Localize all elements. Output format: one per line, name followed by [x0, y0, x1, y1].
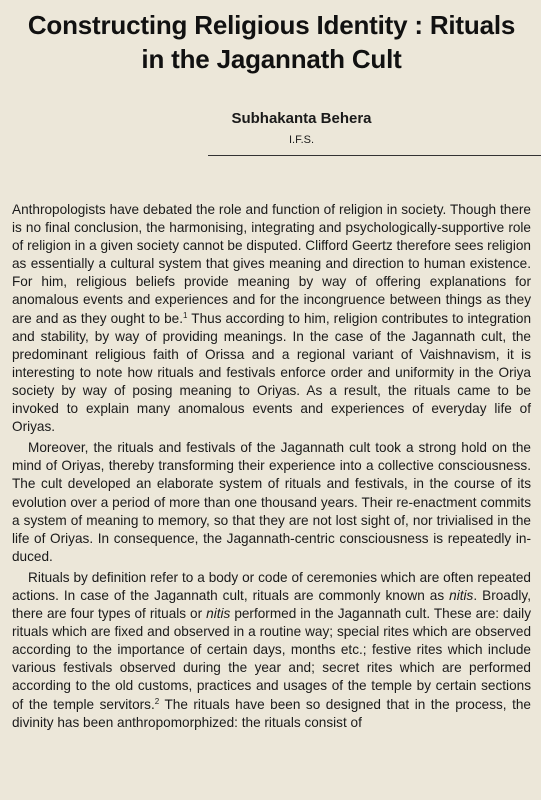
paragraph-2: Moreover, the rituals and festivals of the Jagannath cult took a strong hold on the mind of Oriyas, thereby transforming their experience into a collective consciousness. The cult developed an elaborate system of rituals and festivals, in the course of its evolution over a period of more than one thousand years. Their re-enactment commits a system of meaning to memory, so that they are not lost sight of, nor trivialised in the life of Oriyas. In consequence, the Jagannath-centric consciousness is repeatedly in-duced. — [12, 440, 531, 564]
paragraph-3-text-d: The rituals have been so designed that in the process, the divinity has been anthropomorphized: the rituals consist of — [12, 696, 531, 730]
author-name: Subhakanta Behera — [231, 110, 372, 127]
term-nitis-2: nitis — [206, 606, 231, 622]
header-divider — [208, 155, 541, 156]
paragraph-3-text-b: . Broadly, there are four types of rituals or — [12, 587, 531, 622]
paragraph-1-text-a: Anthropologists have debated the role and function of religion in society. Though there is no final conclusion, the harmonising, integrating and psychologically-supportive role of religion in a given society cannot be disputed. Clifford Geertz therefore sees religion as essentially a cultural system that gives meaning and direction to human existence. For him, religious beliefs provide meaning by way of offering explanations for anomalous events and experiences and for the incongruence between things as they are and as they ought to be. — [12, 202, 531, 326]
title-line-1: Constructing Religious Identity : Rituals — [27, 10, 516, 40]
author-designation: I.F.S. — [288, 134, 315, 146]
paragraph-3-text-a: Rituals by definition refer to a body or code of ceremonies which are often repeated actions. In case of the Jagannath cult, rituals are commonly known as — [12, 569, 531, 603]
paragraph-3-text-c: performed in the Jagannath cult. These are: daily rituals which are fixed and observed in a routine way; special rites which are observed according to the importance of certain days, months etc.; festive rites which include various festivals observed during the year and; secret rites which are performed according to the old customs, practices and usages of the temple by certain sections of the temple servitors. — [12, 606, 531, 712]
term-nitis-1: nitis — [449, 587, 474, 603]
paragraph-1 — [12, 201, 531, 436]
paragraph-3 — [12, 569, 531, 732]
footnote-ref-1: 1 — [183, 310, 188, 320]
article-body — [12, 201, 531, 732]
footnote-ref-2: 2 — [154, 696, 160, 706]
title-line-2: in the Jagannath Cult — [141, 44, 402, 74]
article-title — [12, 8, 531, 76]
paragraph-1-text-b: Thus according to him, religion contributes to integration and stability, by way of providing meanings. In the case of the Jagannath cult, the predominant religious faith of Orissa and a regional variant of Vaishnavism, it is interesting to note how rituals and festivals enforce order and uniformity in the Oriya society by way of posing meaning to Oriyas. As a result, the rituals came to be invoked to explain many anomalous events and experiences of everyday life of Oriyas. — [12, 310, 532, 435]
